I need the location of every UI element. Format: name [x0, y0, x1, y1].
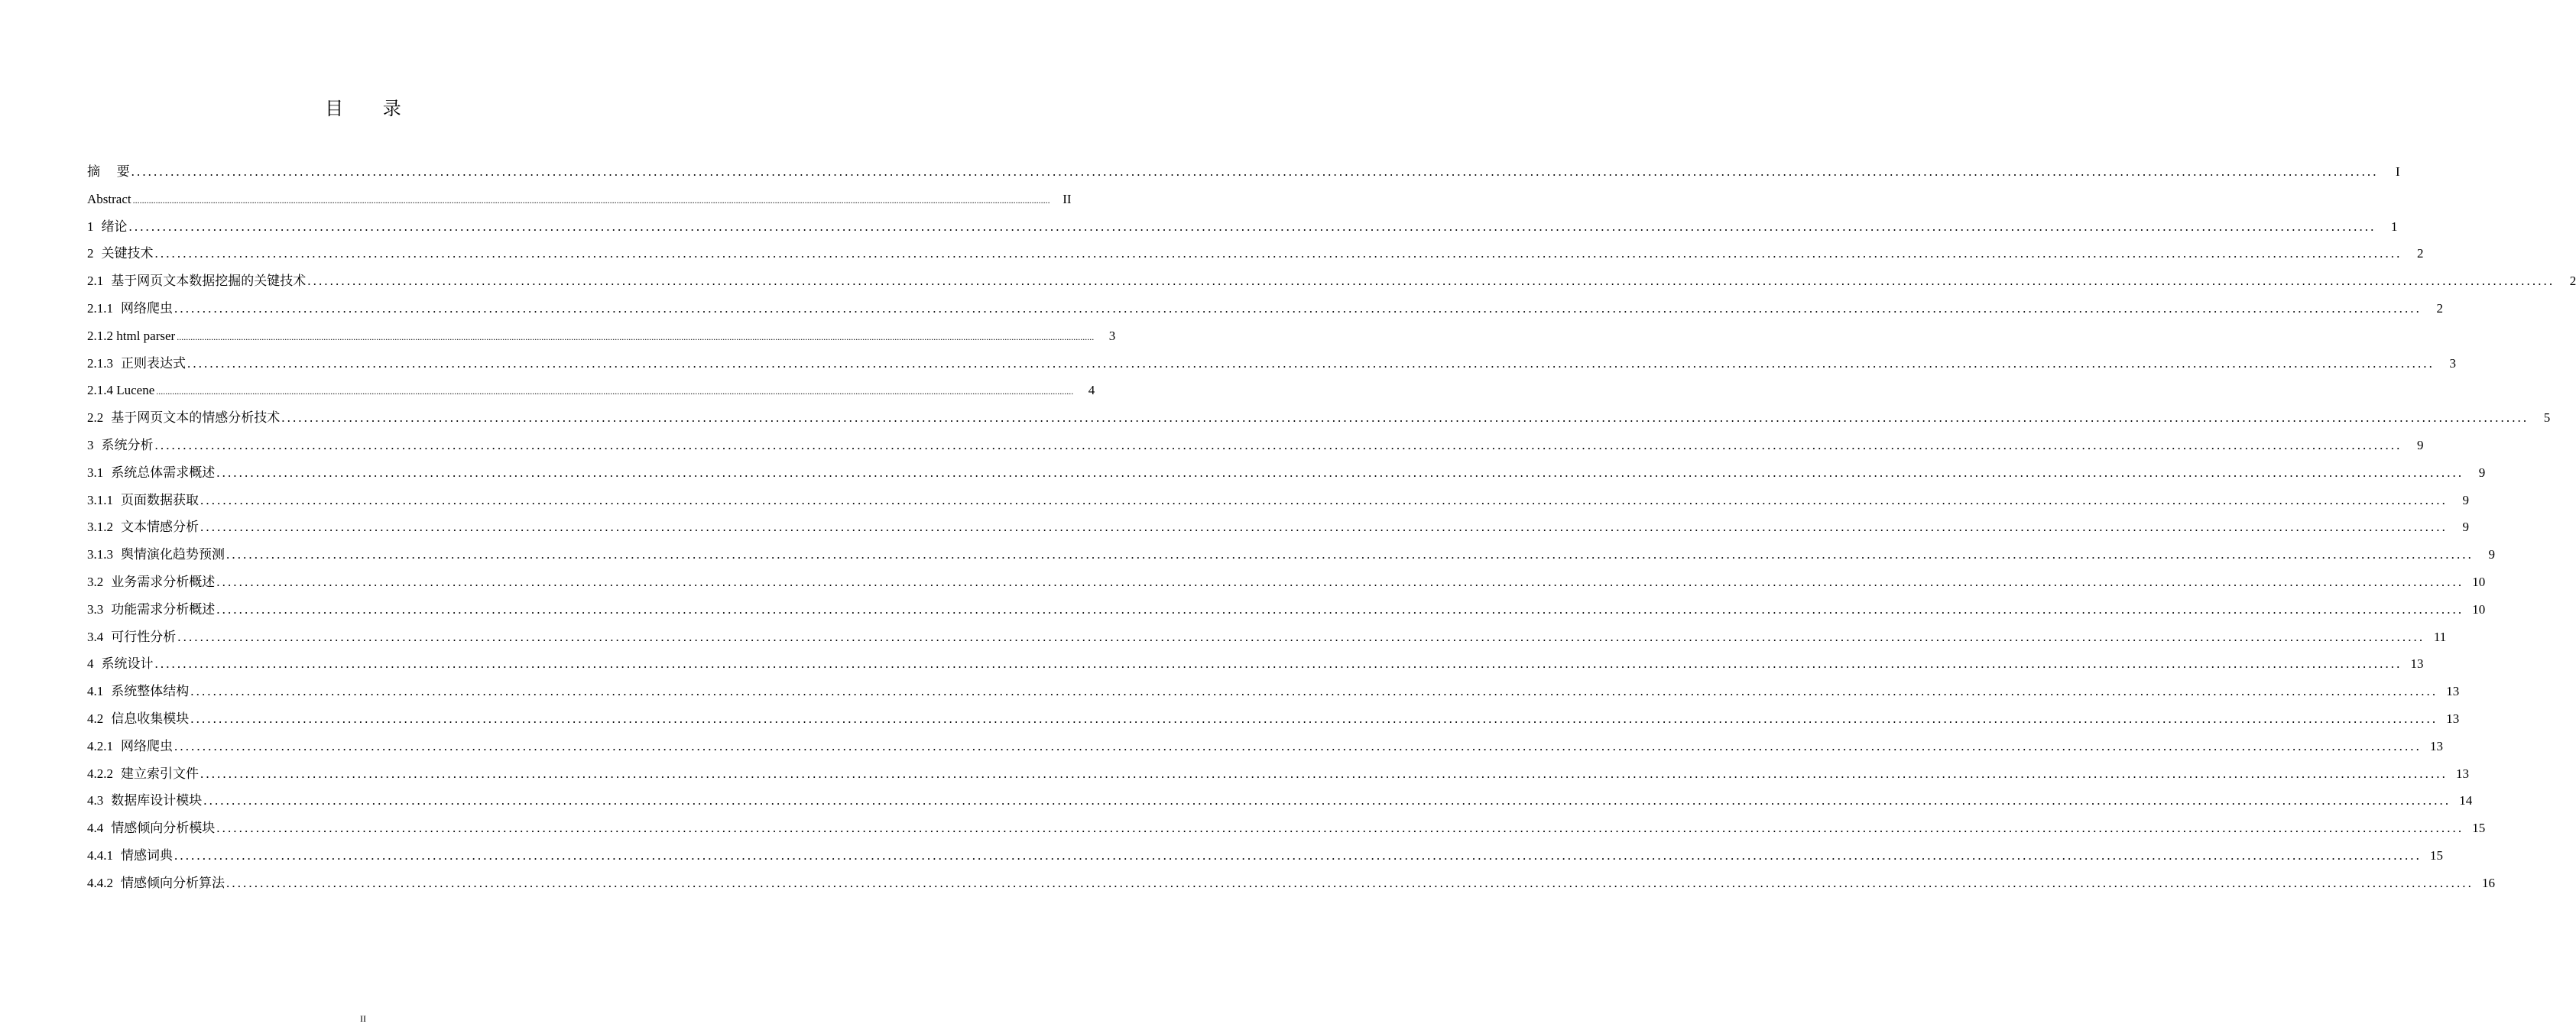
toc-entry-page: 13	[2446, 684, 2460, 699]
dot-leader: ................................................................................................................................................................................................................................................................................................................................................................................................................	[154, 656, 2402, 672]
toc-entry[interactable]	[87, 596, 2486, 624]
toc-entry-page: 5	[2543, 410, 2551, 426]
dot-leader: ................................................................................................................................................................................................................................................................................................................................................................................................................	[200, 492, 2448, 507]
dot-leader: ................................................................................................................................................................................................................................................................................................................................................................................................................	[187, 355, 2435, 371]
toc-entry[interactable]	[87, 541, 2495, 569]
dot-leader: ................................................................................................................................................................................................................................................................................................................................................................................................................	[307, 274, 2555, 289]
toc-entry[interactable]	[87, 870, 2495, 897]
toc-entry-number: 4.4.2	[87, 875, 113, 890]
toc-entry-label: 业务需求分析概述	[111, 574, 216, 590]
dot-leader: ................................................................................................................................................................................................................................................................................................................................................................................................................	[190, 711, 2438, 726]
toc-entry-label: 情感词典	[121, 847, 173, 863]
page-title: 目 录	[325, 98, 418, 119]
toc-entry-page: 13	[2410, 656, 2424, 672]
dot-leader: ................................................................................................................................................................................................................................................................................................................................................................................................................	[281, 410, 2529, 426]
toc-entry-page: 9	[2488, 547, 2495, 562]
toc-entry-page: 2	[2417, 246, 2424, 261]
toc-entry-label: 2.1.4 Lucene	[87, 383, 155, 398]
toc-entry[interactable]	[87, 158, 2400, 186]
toc-entry[interactable]	[87, 760, 2469, 788]
toc-entry-number: 1	[87, 219, 94, 234]
toc-entry-number: 3.1.2	[87, 520, 113, 535]
toc-entry[interactable]	[87, 514, 2469, 541]
toc-entry-page: 16	[2482, 875, 2495, 890]
toc-entry-label: 页面数据获取	[121, 492, 199, 508]
toc-entry-page: 9	[2462, 492, 2469, 507]
toc-entry[interactable]	[87, 295, 2443, 322]
toc-entry-page: 2	[2569, 274, 2576, 289]
dot-leader: ................................................................................................................................................................................................................................................................................................................................................................................................................	[128, 219, 2376, 234]
toc-entry-label: Abstract	[87, 191, 131, 206]
toc-entry[interactable]	[87, 186, 1072, 213]
toc-entry-number: 4.2	[87, 711, 104, 726]
toc-entry[interactable]	[87, 487, 2469, 514]
dot-leader: ................................................................................................................................................................................................................................................................................................................................................................................................................	[200, 520, 2448, 535]
dot-leader: ................................................................................................................................................................................................................................................................................................................................................................................................................	[226, 547, 2474, 562]
dot-leader: ................................................................................................................................................................................................................................................................................................................................................................................................................	[216, 601, 2464, 617]
toc-entry[interactable]	[87, 787, 2473, 815]
toc-entry-number: 3.2	[87, 574, 104, 589]
toc-entry-number: 4	[87, 656, 94, 672]
toc-entry-label: 文本情感分析	[121, 520, 199, 536]
dot-leader: ................................................................................................................................................................................................................................................................................................................................................................................................................	[174, 300, 2422, 316]
toc-entry-page: 3	[1108, 328, 1116, 343]
toc-entry-page: 1	[2391, 219, 2398, 234]
toc-entry-number: 2	[87, 246, 94, 261]
toc-entry-label: 系统总体需求概述	[111, 465, 216, 481]
toc-entry[interactable]	[87, 267, 2576, 295]
toc-entry-label: 信息收集模块	[111, 711, 190, 727]
toc-entry-label: 情感倾向分析模块	[111, 821, 216, 837]
toc-entry[interactable]	[87, 350, 2456, 377]
toc-entry-number: 4.1	[87, 684, 104, 699]
toc-entry-number: 3.3	[87, 601, 104, 617]
page-number-footer: II	[360, 1013, 366, 1024]
toc-entry-label: 数据库设计模块	[111, 793, 203, 809]
toc-entry[interactable]	[87, 678, 2460, 705]
toc-entry-number: 2.1.1	[87, 300, 113, 316]
toc-entry-page: 9	[2462, 520, 2469, 535]
toc-entry-page: 11	[2433, 629, 2447, 644]
toc-entry-page: 14	[2459, 793, 2473, 808]
dot-leader: ................................................................................................................................................................................................................................................................................................................................................................................................................	[177, 629, 2425, 644]
toc-entry-page: 9	[2417, 437, 2424, 452]
dot-leader: ................................................................................................................................................................................................................................................................................................................................................................................................................	[156, 386, 1074, 397]
dot-leader: ................................................................................................................................................................................................................................................................................................................................................................................................................	[203, 793, 2451, 808]
toc-entry[interactable]	[87, 322, 1116, 350]
toc-entry-number: 4.2.1	[87, 738, 113, 753]
dot-leader: ................................................................................................................................................................................................................................................................................................................................................................................................................	[131, 164, 2379, 179]
toc-entry-number: 3.1.3	[87, 547, 113, 562]
dot-leader: ................................................................................................................................................................................................................................................................................................................................................................................................................	[174, 847, 2422, 863]
toc-entry-label: 网络爬虫	[121, 300, 173, 316]
toc-entry-label: 系统整体结构	[111, 684, 190, 700]
toc-entry[interactable]	[87, 240, 2424, 267]
toc-entry[interactable]	[87, 815, 2486, 842]
dot-leader: ................................................................................................................................................................................................................................................................................................................................................................................................................	[132, 194, 1050, 206]
toc-entry-label: 可行性分析	[111, 629, 177, 645]
toc-entry-page: 15	[2430, 847, 2443, 863]
toc-entry-number: 2.2	[87, 410, 104, 426]
toc-entry-number: 2.1.3	[87, 355, 113, 371]
toc-entry-number: 3.1	[87, 465, 104, 480]
toc-entry-page: 3	[2449, 355, 2456, 371]
toc-entry-label: 摘 要	[87, 164, 130, 180]
dot-leader: ................................................................................................................................................................................................................................................................................................................................................................................................................	[216, 465, 2464, 480]
dot-leader: ................................................................................................................................................................................................................................................................................................................................................................................................................	[190, 684, 2438, 699]
toc-entry[interactable]	[87, 432, 2424, 459]
toc-entry-page: 9	[2478, 465, 2486, 480]
toc-entry-label: 系统分析	[101, 437, 154, 453]
dot-leader: ................................................................................................................................................................................................................................................................................................................................................................................................................	[154, 246, 2402, 261]
toc-entry-page: 10	[2472, 574, 2486, 589]
toc-entry-label: 正则表达式	[121, 355, 186, 371]
toc-entry-label: 关键技术	[101, 246, 154, 262]
toc-entry-page: 15	[2472, 821, 2486, 836]
toc-entry-label: 基于网页文本数据挖掘的关键技术	[111, 274, 307, 290]
dot-leader: ................................................................................................................................................................................................................................................................................................................................................................................................................	[154, 437, 2402, 452]
table-of-contents	[87, 158, 2576, 897]
toc-entry-number: 4.3	[87, 793, 104, 808]
toc-entry-label: 基于网页文本的情感分析技术	[111, 410, 281, 426]
toc-entry-label: 情感倾向分析算法	[121, 875, 225, 891]
toc-entry-label: 系统设计	[101, 656, 154, 672]
dot-leader: ................................................................................................................................................................................................................................................................................................................................................................................................................	[177, 331, 1095, 342]
toc-entry-page: 4	[1088, 383, 1095, 398]
toc-entry-number: 3.1.1	[87, 492, 113, 507]
dot-leader: ................................................................................................................................................................................................................................................................................................................................................................................................................	[226, 875, 2474, 890]
toc-entry[interactable]	[87, 377, 1095, 404]
toc-entry-number: 3.4	[87, 629, 104, 644]
toc-entry-page: 2	[2436, 300, 2443, 316]
toc-entry-number: 4.4	[87, 821, 104, 836]
dot-leader: ................................................................................................................................................................................................................................................................................................................................................................................................................	[216, 821, 2464, 836]
toc-entry[interactable]	[87, 705, 2460, 733]
toc-entry[interactable]	[87, 842, 2443, 870]
toc-entry-number: 4.4.1	[87, 847, 113, 863]
toc-entry[interactable]	[87, 213, 2398, 241]
dot-leader: ................................................................................................................................................................................................................................................................................................................................................................................................................	[174, 738, 2422, 753]
toc-entry[interactable]	[87, 733, 2443, 760]
toc-entry[interactable]	[87, 624, 2447, 651]
toc-entry[interactable]	[87, 404, 2551, 432]
toc-entry[interactable]	[87, 459, 2486, 487]
toc-entry-label: 功能需求分析概述	[111, 601, 216, 617]
toc-entry-page: 13	[2430, 738, 2443, 753]
toc-entry-page: 13	[2456, 766, 2469, 781]
toc-entry-number: 3	[87, 437, 94, 452]
toc-entry-page: 10	[2472, 601, 2486, 617]
toc-entry-label: 建立索引文件	[121, 766, 199, 782]
toc-entry-page: 13	[2446, 711, 2460, 726]
toc-entry-label: 网络爬虫	[121, 738, 173, 754]
toc-entry-label: 绪论	[101, 219, 128, 235]
toc-entry-page: II	[1063, 191, 1072, 206]
toc-entry-label: 舆情演化趋势预测	[121, 547, 225, 563]
toc-entry[interactable]	[87, 650, 2424, 678]
dot-leader: ................................................................................................................................................................................................................................................................................................................................................................................................................	[200, 766, 2448, 781]
toc-entry[interactable]	[87, 569, 2486, 596]
toc-entry-number: 2.1	[87, 274, 104, 289]
toc-entry-number: 4.2.2	[87, 766, 113, 781]
toc-entry-label: 2.1.2 html parser	[87, 328, 176, 343]
dot-leader: ................................................................................................................................................................................................................................................................................................................................................................................................................	[216, 574, 2464, 589]
toc-entry-page: I	[2395, 164, 2400, 179]
